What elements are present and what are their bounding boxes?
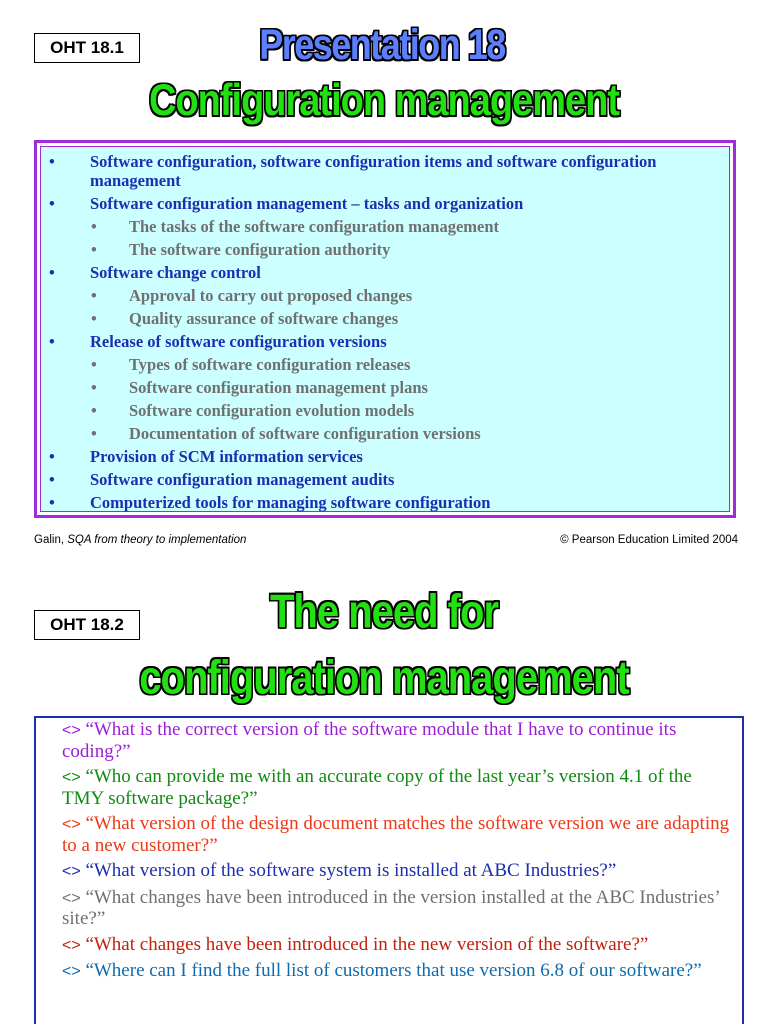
- question-item: [36, 814, 742, 856]
- contents-item: • Software configuration, software configuration items and software configuration management: [41, 152, 729, 190]
- oht-label: OHT 18.2: [34, 610, 140, 640]
- contents-item: • Software configuration management audits: [41, 470, 729, 489]
- question-text: “Where can I find the full list of customers that use version 6.8 of our software?”: [80, 960, 702, 981]
- question-text: “What is the correct version of the software module that I have to continue its coding?”: [62, 719, 677, 762]
- question-text: “What changes have been introduced in the version installed at the ABC Industries’ site?”: [62, 886, 720, 929]
- question-marker: <>: [62, 722, 81, 739]
- contents-list: [41, 147, 729, 512]
- question-marker: <>: [62, 889, 81, 907]
- slide-title-line-1: The need for: [269, 590, 499, 638]
- contents-subitem: • Types of software configuration releases: [41, 355, 729, 374]
- question-text: “Who can provide me with an accurate copy of the last year’s version 4.1 of the TMY software package?”: [62, 766, 692, 809]
- question-text: “What version of the design document matches the software version we are adapting to a new customer?”: [62, 813, 730, 856]
- question-text: “What version of the software system is installed at ABC Industries?”: [80, 860, 617, 881]
- question-item: [36, 767, 742, 809]
- question-item: [36, 961, 742, 983]
- footer-book-title: SQA from theory to implementation: [67, 534, 247, 546]
- contents-subitem: • Quality assurance of software changes: [41, 309, 729, 328]
- question-marker: <>: [62, 863, 81, 880]
- question-item: [36, 720, 742, 762]
- footer-copyright: © Pearson Education Limited 2004: [560, 534, 738, 546]
- presentation-title: Presentation 18: [259, 20, 505, 69]
- slide-oht-18-2: [0, 590, 768, 1024]
- question-item: [36, 888, 742, 930]
- contents-item: • Software change control: [41, 263, 729, 282]
- question-marker: <>: [62, 936, 81, 954]
- question-item: [36, 935, 742, 957]
- contents-subitem: • Approval to carry out proposed changes: [41, 286, 729, 305]
- oht-label: OHT 18.1: [34, 33, 140, 63]
- slide-title-line-2: configuration management: [139, 651, 629, 704]
- footer-citation: [34, 534, 246, 546]
- contents-item: • Provision of SCM information services: [41, 447, 729, 466]
- contents-item: • Release of software configuration versions: [41, 332, 729, 351]
- contents-item: • Software configuration management – tasks and organization: [41, 194, 729, 213]
- question-marker: <>: [62, 816, 81, 833]
- questions-box: [34, 716, 744, 1024]
- contents-subitem: • Documentation of software configuration versions: [41, 424, 729, 443]
- contents-item: • Computerized tools for managing software configuration: [41, 493, 729, 512]
- contents-subitem: • Software configuration management plans: [41, 378, 729, 397]
- slide-title: Configuration management: [148, 76, 620, 126]
- question-item: [36, 861, 742, 883]
- question-text: “What changes have been introduced in the new version of the software?”: [80, 933, 649, 955]
- contents-subitem: • Software configuration evolution models: [41, 401, 729, 420]
- questions-list: [36, 718, 742, 983]
- contents-subitem: • The software configuration authority: [41, 240, 729, 259]
- contents-box: [34, 140, 736, 518]
- footer-author: Galin,: [34, 534, 68, 546]
- contents-subitem: • The tasks of the software configuration management: [41, 217, 729, 236]
- question-marker: <>: [62, 769, 81, 786]
- question-marker: <>: [62, 963, 81, 980]
